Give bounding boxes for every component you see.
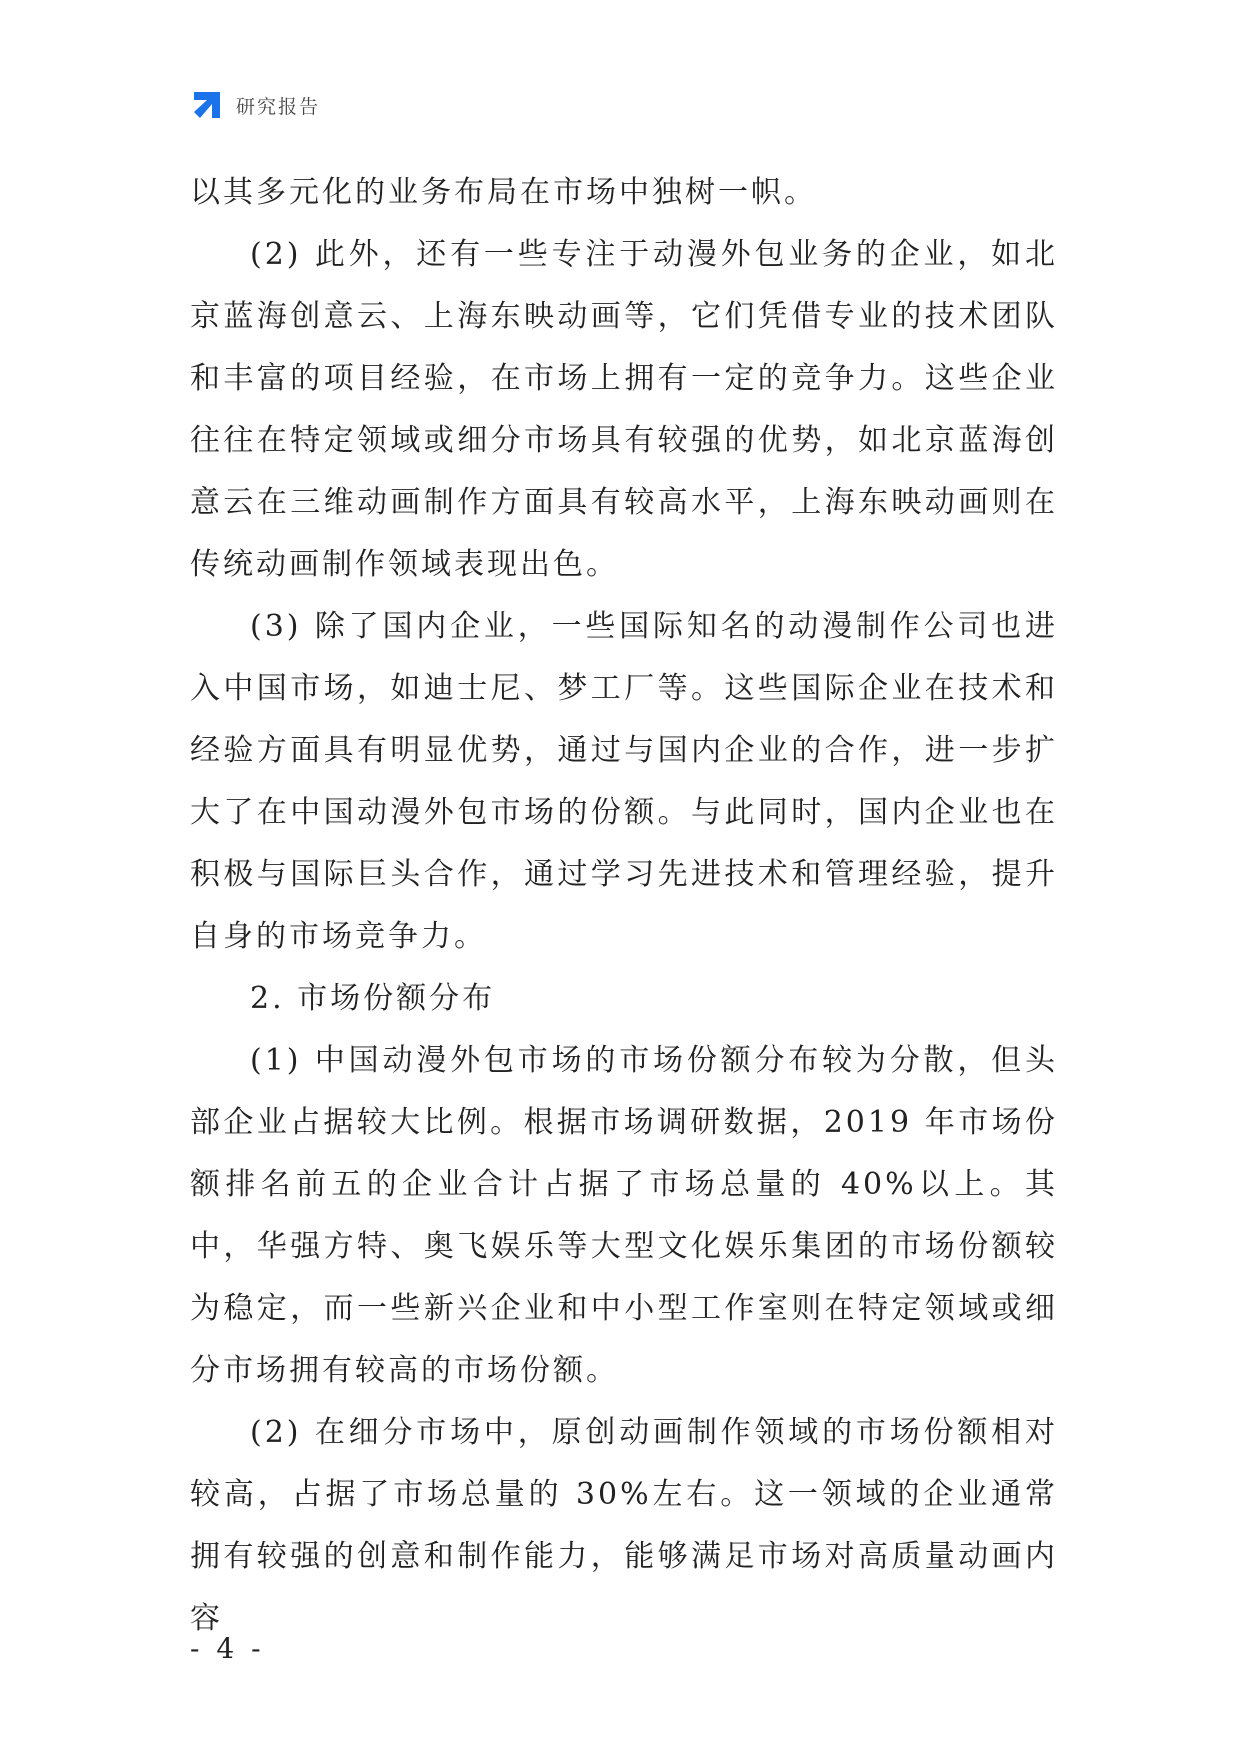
section-heading-market-share: 2. 市场份额分布 xyxy=(250,981,496,1016)
paragraph-item-2: (2) 此外，还有一些专注于动漫外包业务的企业，如北京蓝海创意云、上海东映动画等，它们凭借专业的技术团队和丰富的项目经验，在市场上拥有一定的竞争力。这些企业往往在特定领域或细分市场具有较强的优势，如北京蓝海创意云在三维动画制作方面具有较高水平，上海东映动画则在传统动画制作领域表现出色。 xyxy=(190,237,1058,582)
header-title: 研究报告 xyxy=(236,95,321,118)
logo-arrow-icon xyxy=(190,88,224,122)
page-number: - 4 - xyxy=(190,1632,265,1665)
paragraph-market-share-1: (1) 中国动漫外包市场的市场份额分布较为分散，但头部企业占据较大比例。根据市场调研数据，2019 年市场份额排名前五的企业合计占据了市场总量的 40%以上。其中，华强方特、奥飞娱乐等大型文化娱乐集团的市场份额较为稳定，而一些新兴企业和中小型工作室则在特定领域或细分市场拥有较高的市场份额。 xyxy=(190,1043,1058,1388)
paragraph-item-3: (3) 除了国内企业，一些国际知名的动漫制作公司也进入中国市场，如迪士尼、梦工厂等。这些国际企业在技术和经验方面具有明显优势，通过与国内企业的合作，进一步扩大了在中国动漫外包市场的份额。与此同时，国内企业也在积极与国际巨头合作，通过学习先进技术和管理经验，提升自身的市场竞争力。 xyxy=(190,609,1058,954)
paragraph-continuation: 以其多元化的业务布局在市场中独树一帜。 xyxy=(190,175,817,210)
document-body xyxy=(190,162,1058,1650)
paragraph-market-share-2: (2) 在细分市场中，原创动画制作领域的市场份额相对较高，占据了市场总量的 30%左右。这一领域的企业通常拥有较强的创意和制作能力，能够满足市场对高质量动画内容 xyxy=(190,1415,1058,1636)
report-header xyxy=(190,88,320,122)
